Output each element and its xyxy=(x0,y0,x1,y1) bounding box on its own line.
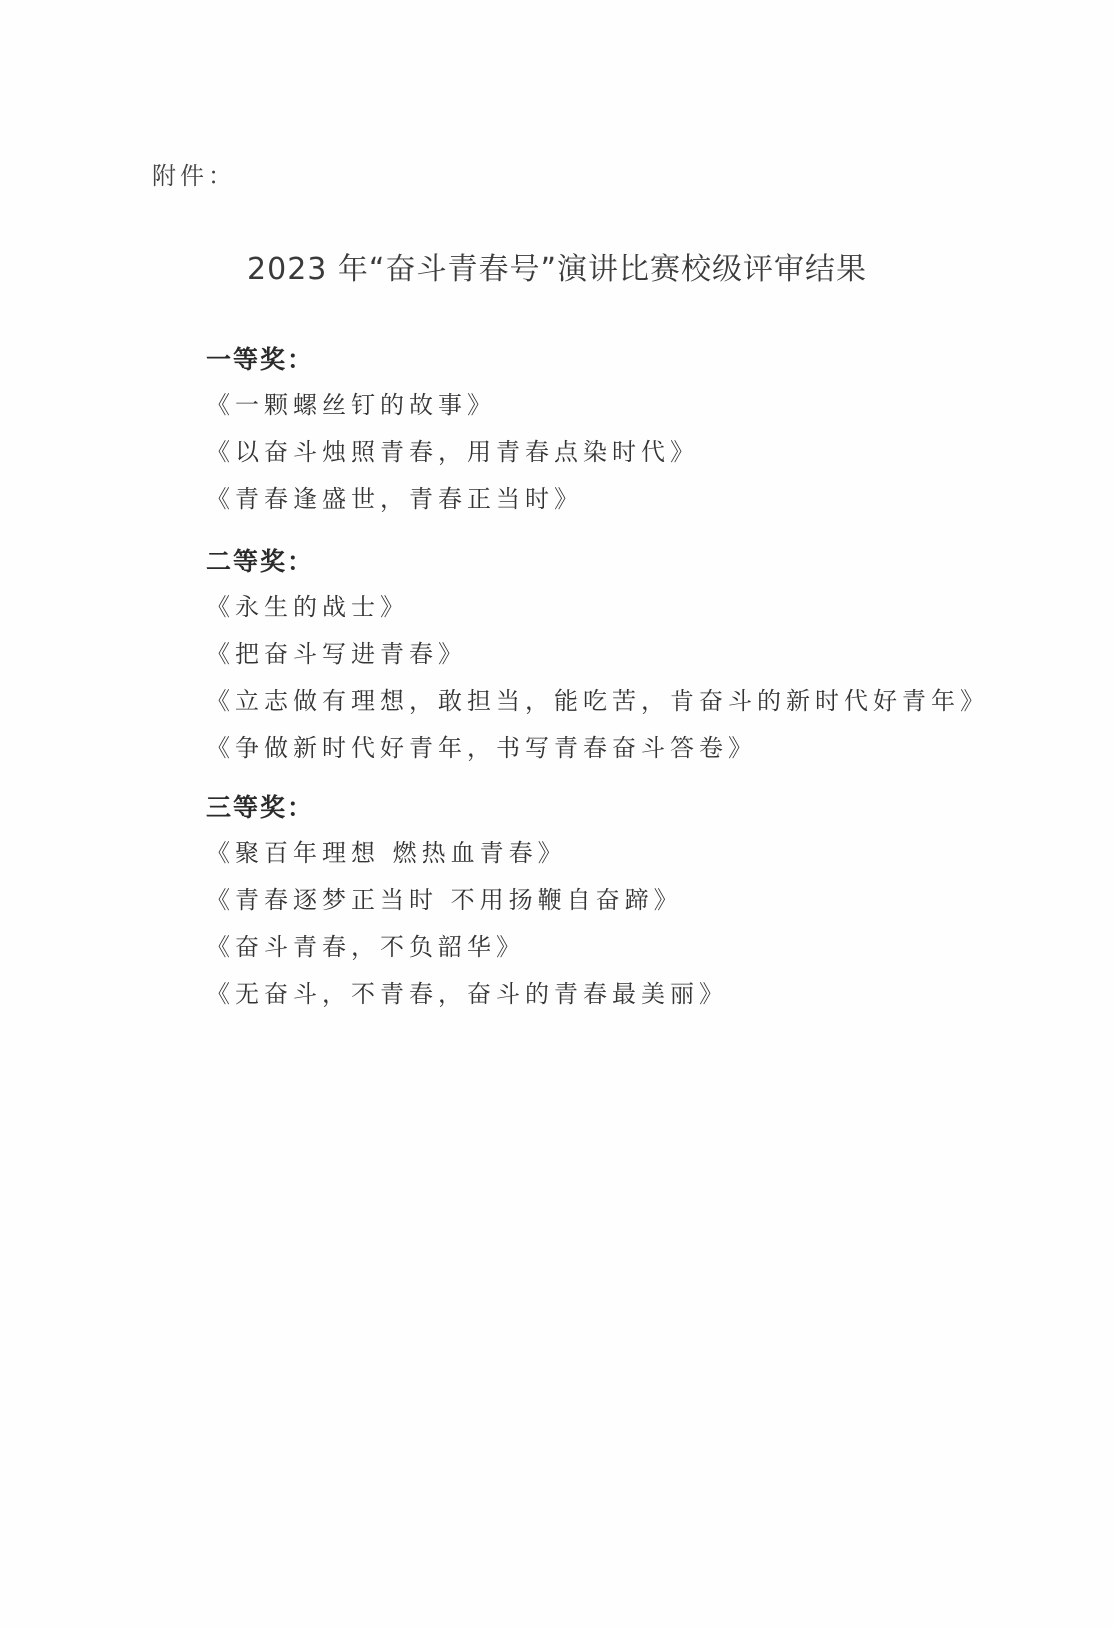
attachment-label: 附件： xyxy=(152,162,236,190)
section-heading: 二等奖： xyxy=(206,547,315,576)
award-entry: 《以奋斗烛照青春，用青春点染时代》 xyxy=(206,438,699,466)
award-entry: 《永生的战士》 xyxy=(206,593,409,621)
award-entry: 《奋斗青春，不负韶华》 xyxy=(206,933,525,961)
document-title: 2023 年“奋斗青春号”演讲比赛校级评审结果 xyxy=(247,252,867,287)
award-entry: 《一颗螺丝钉的故事》 xyxy=(206,391,496,419)
section-heading: 一等奖： xyxy=(206,345,315,374)
award-entry: 《青春逐梦正当时 不用扬鞭自奋蹄》 xyxy=(206,886,683,914)
award-entry: 《把奋斗写进青春》 xyxy=(206,640,467,668)
award-entry: 《立志做有理想，敢担当，能吃苦，肯奋斗的新时代好青年》 xyxy=(206,687,989,715)
award-entry: 《青春逢盛世，青春正当时》 xyxy=(206,485,583,513)
award-entry: 《争做新时代好青年，书写青春奋斗答卷》 xyxy=(206,734,757,762)
award-entry: 《无奋斗，不青春，奋斗的青春最美丽》 xyxy=(206,980,728,1008)
award-section-third-prize xyxy=(206,786,728,1018)
award-section-second-prize xyxy=(206,540,989,772)
award-section-first-prize xyxy=(206,338,699,523)
award-entry: 《聚百年理想 燃热血青春》 xyxy=(206,839,567,867)
section-heading: 三等奖： xyxy=(206,793,315,822)
